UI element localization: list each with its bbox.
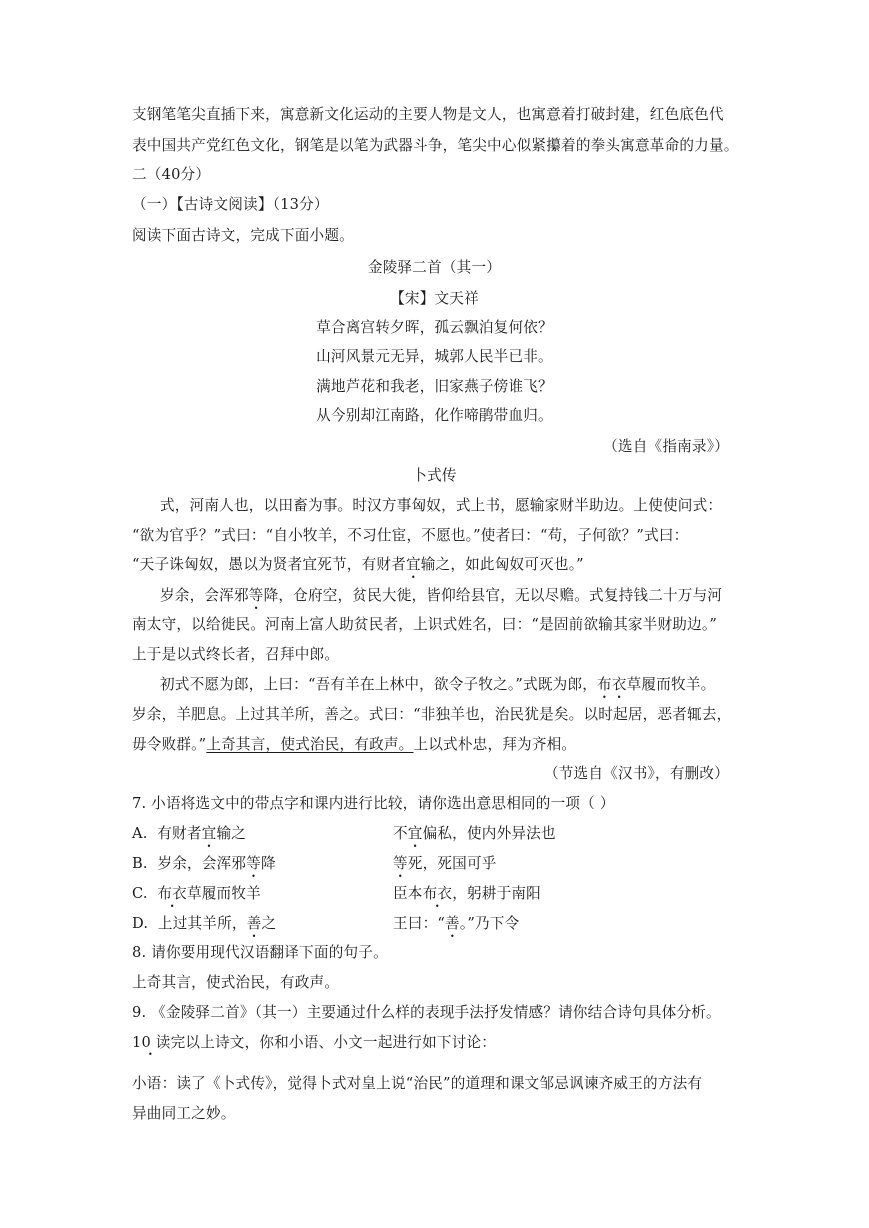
- dotted-char: 衣: [611, 676, 627, 693]
- text-segment: 偏私，使内外异法也: [422, 825, 556, 842]
- section-title: 二（40分）: [132, 166, 211, 183]
- text-segment: 上过其羊所，: [157, 915, 247, 932]
- text-segment: 。”乃下令: [459, 915, 520, 932]
- question-8-stem: 8. 请你要用现代汉语翻译下面的句子。: [132, 944, 388, 961]
- question-10-stem: 10 读完以上诗文，你和小语、小文一起进行如下讨论：: [132, 1034, 497, 1051]
- prose-title: 卜式传: [412, 467, 457, 484]
- text-segment: “天子诛匈奴，愚以为贤者宜死节，有财者: [132, 556, 406, 573]
- dotted-char: 等: [248, 587, 264, 604]
- option-d-left: [132, 914, 276, 934]
- text-segment: 毋令败群。”: [132, 736, 207, 753]
- question-8-sentence: 上奇其言，使式治民，有政声。: [132, 974, 340, 991]
- poem-title: 金陵驿二首（其一）: [367, 259, 502, 276]
- dotted-char: 布: [597, 676, 612, 693]
- question-9-stem: 9. 《金陵驿二首》（其一）主要通过什么样的表现手法抒发情感？请你结合诗句具体分析。: [132, 1004, 721, 1021]
- text-segment: 有财者: [157, 825, 202, 842]
- text-segment: 死，死国可乎: [407, 855, 497, 872]
- text-segment: ，躬耕于南阳: [452, 885, 541, 902]
- dotted-char: 宜: [201, 825, 217, 842]
- option-a-left: [132, 824, 246, 844]
- dotted-char: 善: [445, 915, 460, 932]
- poem-line: 从今别却江南路，化作啼鹃带血归。: [316, 407, 553, 424]
- poem-line: 山河风景元无异，城郭人民半已非。: [316, 348, 553, 365]
- stray-dot: •: [148, 1050, 153, 1059]
- discussion-line: 小语：读了《卜式传》，觉得卜式对皇上说“治民”的道理和课文邹忌讽谏齐威王的方法有: [132, 1075, 703, 1092]
- text-segment: 不: [393, 825, 408, 842]
- text-segment: 输之，如此匈奴可灭也。”: [420, 556, 584, 573]
- intro-line-2: 表中国共产党红色文化，钢笔是以笔为武器斗争，笔尖中心似紧攥着的拳头寓意革命的力量。: [132, 137, 739, 154]
- text-segment: 输之: [216, 825, 247, 842]
- underlined-sentence: 上奇其言，使式治民，有政声。: [206, 736, 414, 753]
- question-7-stem: 7. 小语将选文中的带点字和课内进行比较，请你选出意思相同的一项（ ）: [132, 795, 615, 812]
- intro-line-1: 支钢笔笔尖直插下来，寓意新文化运动的主要人物是文人，也寓意着打破封建，红色底色代: [132, 106, 724, 123]
- poem-source: （选自《指南录》）: [603, 438, 729, 455]
- prose-source: （节选自《汉书》，有删改）: [543, 765, 729, 782]
- reading-instruction: 阅读下面古诗文，完成下面小题。: [132, 227, 354, 244]
- option-label: A.: [132, 825, 148, 842]
- dotted-char: 等: [246, 855, 262, 872]
- option-b-left: [132, 854, 276, 874]
- dotted-char: 等: [393, 855, 408, 872]
- discussion-line: 异曲同工之妙。: [132, 1105, 236, 1122]
- option-a-right: [393, 824, 556, 844]
- text-segment: 降: [261, 855, 276, 872]
- text-segment: 上以式朴忠，拜为齐相。: [413, 736, 577, 753]
- text-segment: 之: [261, 915, 277, 932]
- poem-line: 草合离宫转夕晖，孤云飘泊复何依？: [316, 319, 553, 336]
- prose-p1-line: 式，河南人也，以田畜为事。时汉方事匈奴，式上书，愿输家财半助边。上使使问式：: [160, 497, 723, 514]
- text-segment: 岁余，会浑邪: [157, 855, 247, 872]
- text-segment: 臣本: [393, 885, 423, 902]
- prose-p3-line: 岁余，羊肥息。上过其羊所，善之。式曰：“非独羊也，治民犹是矣。以时起居，恶者辄去，: [132, 706, 732, 723]
- text-segment: 草履而牧羊。: [626, 676, 716, 693]
- option-label: D.: [132, 915, 149, 932]
- text-segment: 岁余，会浑邪: [160, 587, 249, 604]
- dotted-char: 布衣: [157, 885, 187, 902]
- text-segment: 草履而牧羊: [186, 885, 261, 902]
- prose-p3-line: [160, 675, 715, 695]
- prose-p3-line: [132, 735, 576, 755]
- prose-p1-line: “欲为官乎？”式曰：“自小牧羊，不习仕宦，不愿也。”使者曰：“苟，子何欲？”式曰：: [132, 527, 689, 544]
- prose-p2-line: 南太守，以给徙民。河南上富人助贫民者，上识式姓名，曰：“是固前欲输其家半财助边。”: [132, 616, 717, 633]
- dotted-char: 善: [246, 915, 262, 932]
- prose-p1-line: [132, 555, 584, 575]
- dotted-char: 布衣: [422, 885, 453, 902]
- option-c-left: [132, 884, 261, 904]
- option-c-right: [393, 884, 541, 904]
- dotted-char: 宜: [405, 556, 421, 573]
- option-b-right: [393, 854, 497, 874]
- text-segment: 降，仓府空，贫民大徙，皆仰给县官，无以尽赡。式复持钱二十万与河: [263, 587, 723, 604]
- section-subtitle: （一）【古诗文阅读】（13分）: [132, 196, 329, 213]
- option-d-right: [393, 914, 519, 934]
- prose-p2-line: 上于是以式终长者，召拜中郎。: [132, 646, 340, 663]
- option-label: C.: [132, 885, 148, 902]
- option-label: B.: [132, 855, 148, 872]
- poem-line: 满地芦花和我老，旧家燕子傍谁飞？: [316, 378, 553, 395]
- text-segment: 初式不愿为郎，上曰：“吾有羊在上林中，欲令子牧之。”式既为郎，: [160, 676, 598, 693]
- dotted-char: 宜: [407, 825, 423, 842]
- poem-author: 【宋】文天祥: [390, 290, 479, 307]
- prose-p2-line: [160, 586, 722, 606]
- text-segment: 王曰：“: [393, 915, 446, 932]
